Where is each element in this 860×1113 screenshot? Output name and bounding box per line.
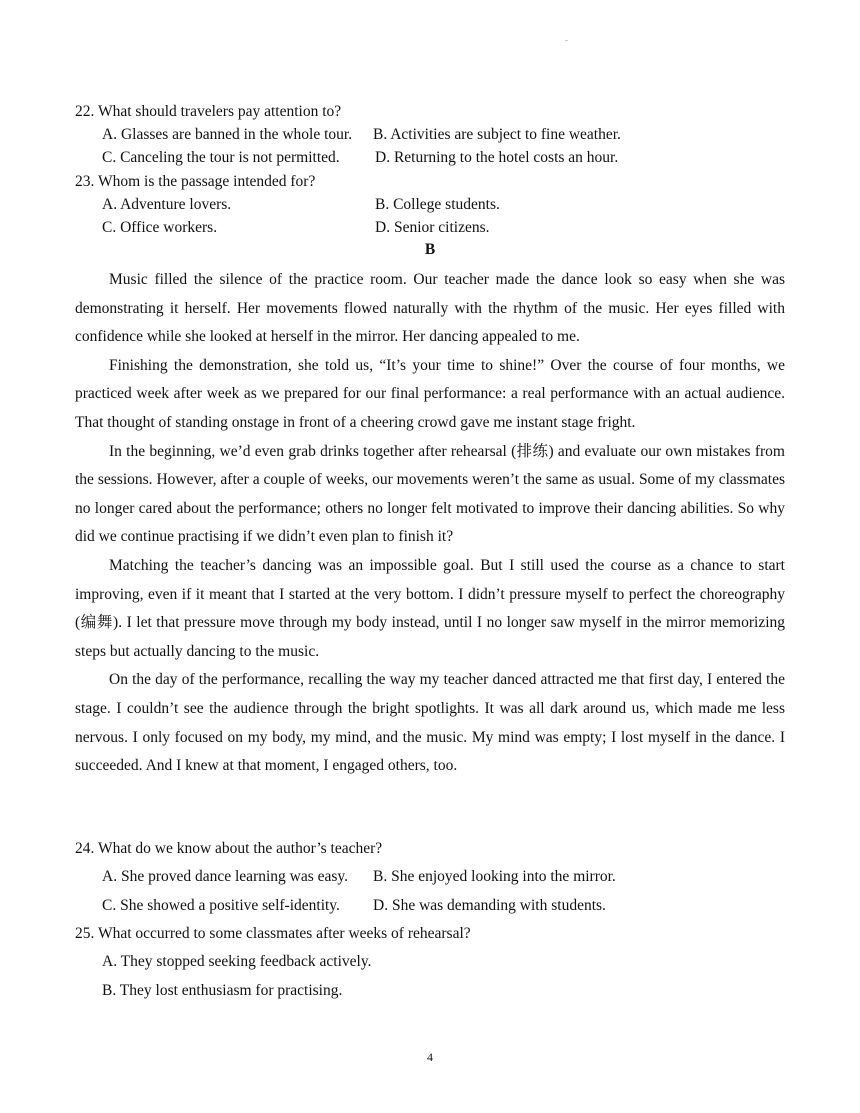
passage: [75, 266, 785, 781]
question-23-option-a: A. Adventure lovers.: [102, 196, 232, 213]
question-22-stem: 22. What should travelers pay attention to?: [75, 103, 342, 120]
question-23-option-b: B. College students.: [375, 196, 500, 213]
question-24-option-d: D. She was demanding with students.: [373, 897, 606, 914]
question-24-option-c: C. She showed a positive self-identity.: [102, 897, 340, 914]
question-25-stem: 25. What occurred to some classmates after weeks of rehearsal?: [75, 925, 471, 942]
question-22-option-c: C. Canceling the tour is not permitted.: [102, 149, 340, 166]
passage-paragraph-2: Finishing the demonstration, she told us, “It’s your time to shine!” Over the course of four months, we practiced week after week as we prepared for our final performance: a real performance with an actual audience. That thought of standing onstage in front of a cheering crowd gave me instant stage fright.: [75, 356, 785, 431]
question-23-option-d: D. Senior citizens.: [375, 219, 490, 236]
passage-paragraph-3: In the beginning, we’d even grab drinks together after rehearsal (排练) and evaluate our own mistakes from the sessions. However, after a couple of weeks, our movements weren’t the same as usual. Some of my classmates no longer cared about the performance; others no longer felt motivated to improve their dancing abilities. So why did we continue practising if we didn’t even plan to finish it?: [75, 442, 785, 546]
question-24-option-b: B. She enjoyed looking into the mirror.: [373, 868, 616, 885]
question-22-option-a: A. Glasses are banned in the whole tour.: [102, 126, 353, 143]
question-22-option-d: D. Returning to the hotel costs an hour.: [375, 149, 619, 166]
question-24-option-a: A. She proved dance learning was easy.: [102, 868, 349, 885]
question-24-stem: 24. What do we know about the author’s teacher?: [75, 840, 383, 857]
question-23-stem: 23. Whom is the passage intended for?: [75, 173, 316, 190]
section-title: B: [424, 241, 436, 258]
question-23-option-c: C. Office workers.: [102, 219, 218, 236]
question-25-option-a: A. They stopped seeking feedback actively.: [102, 953, 372, 970]
page-number: 4: [427, 1050, 433, 1064]
passage-paragraph-4: Matching the teacher’s dancing was an impossible goal. But I still used the course as a chance to start improving, even if it meant that I started at the very bottom. I didn’t pressure myself to perfect the choreography (编舞). I let that pressure move through my body instead, until I no longer saw myself in the mirror memorizing steps but actually dancing to the music.: [75, 556, 785, 660]
top-mark: [565, 40, 568, 41]
question-25-option-b: B. They lost enthusiasm for practising.: [102, 982, 343, 999]
question-22-option-b: B. Activities are subject to fine weather.: [373, 126, 621, 143]
passage-paragraph-5: On the day of the performance, recalling the way my teacher danced attracted me that first day, I entered the stage. I couldn’t see the audience through the bright spotlights. It was all dark around us, which made me less nervous. I only focused on my body, my mind, and the music. My mind was empty; I lost myself in the dance. I succeeded. And I knew at that moment, I engaged others, too.: [75, 671, 785, 775]
passage-paragraph-1: Music filled the silence of the practice room. Our teacher made the dance look so easy when she was demonstrating it herself. Her movements flowed naturally with the rhythm of the music. Her eyes filled with confidence while she looked at herself in the mirror. Her dancing appealed to me.: [75, 271, 785, 346]
